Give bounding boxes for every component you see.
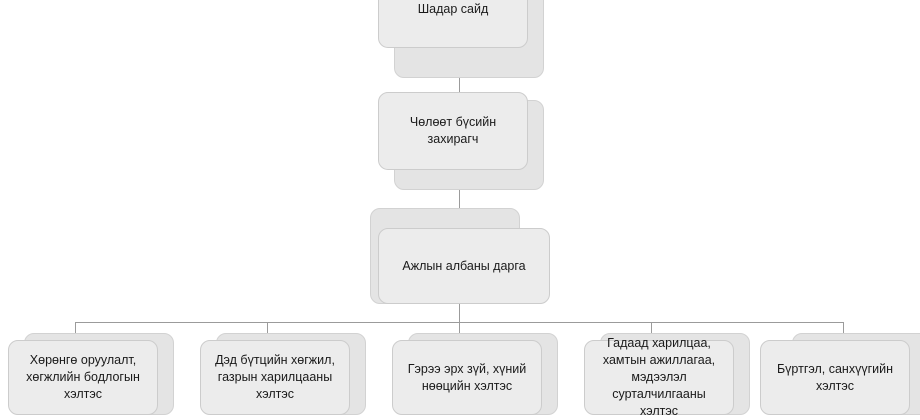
node-dept-infrastructure[interactable] — [200, 340, 350, 415]
node-deputy-pm[interactable] — [378, 0, 528, 48]
node-dept-investment[interactable] — [8, 340, 158, 415]
node-free-zone-governor[interactable] — [378, 92, 528, 170]
node-office-head[interactable] — [378, 228, 550, 304]
node-dept-legal-hr-label: Гэрээ эрх зүй, хүний нөөцийн хэлтэс — [407, 361, 527, 393]
node-office-head-label: Ажлын албаны дарга — [402, 258, 526, 273]
node-dept-foreign-relations[interactable] — [584, 336, 734, 418]
node-dept-registration-finance[interactable] — [760, 340, 910, 415]
node-dept-investment-label: Хөрөнгө оруулалт, хөгжлийн бодлогын хэлтэс — [26, 353, 140, 401]
connector-deputy-to-governor — [459, 78, 460, 92]
connector-office-stem — [459, 304, 460, 322]
node-dept-registration-finance-label: Бүртгэл, санхүүгийн хэлтэс — [776, 361, 894, 393]
connector-governor-to-office — [459, 190, 460, 210]
node-dept-legal-hr[interactable] — [392, 340, 542, 415]
node-deputy-pm-label: Шадар сайд — [417, 1, 489, 16]
node-free-zone-governor-label: Чөлөөт бүсийн захирагч — [409, 115, 497, 146]
node-dept-infrastructure-label: Дэд бүтцийн хөгжил, газрын харилцааны хэлтэс — [215, 353, 335, 401]
node-dept-foreign-relations-label: Гадаад харилцаа, хамтын ажиллагаа, мэдээлэл сурталчилгааны хэлтэс — [602, 336, 716, 418]
